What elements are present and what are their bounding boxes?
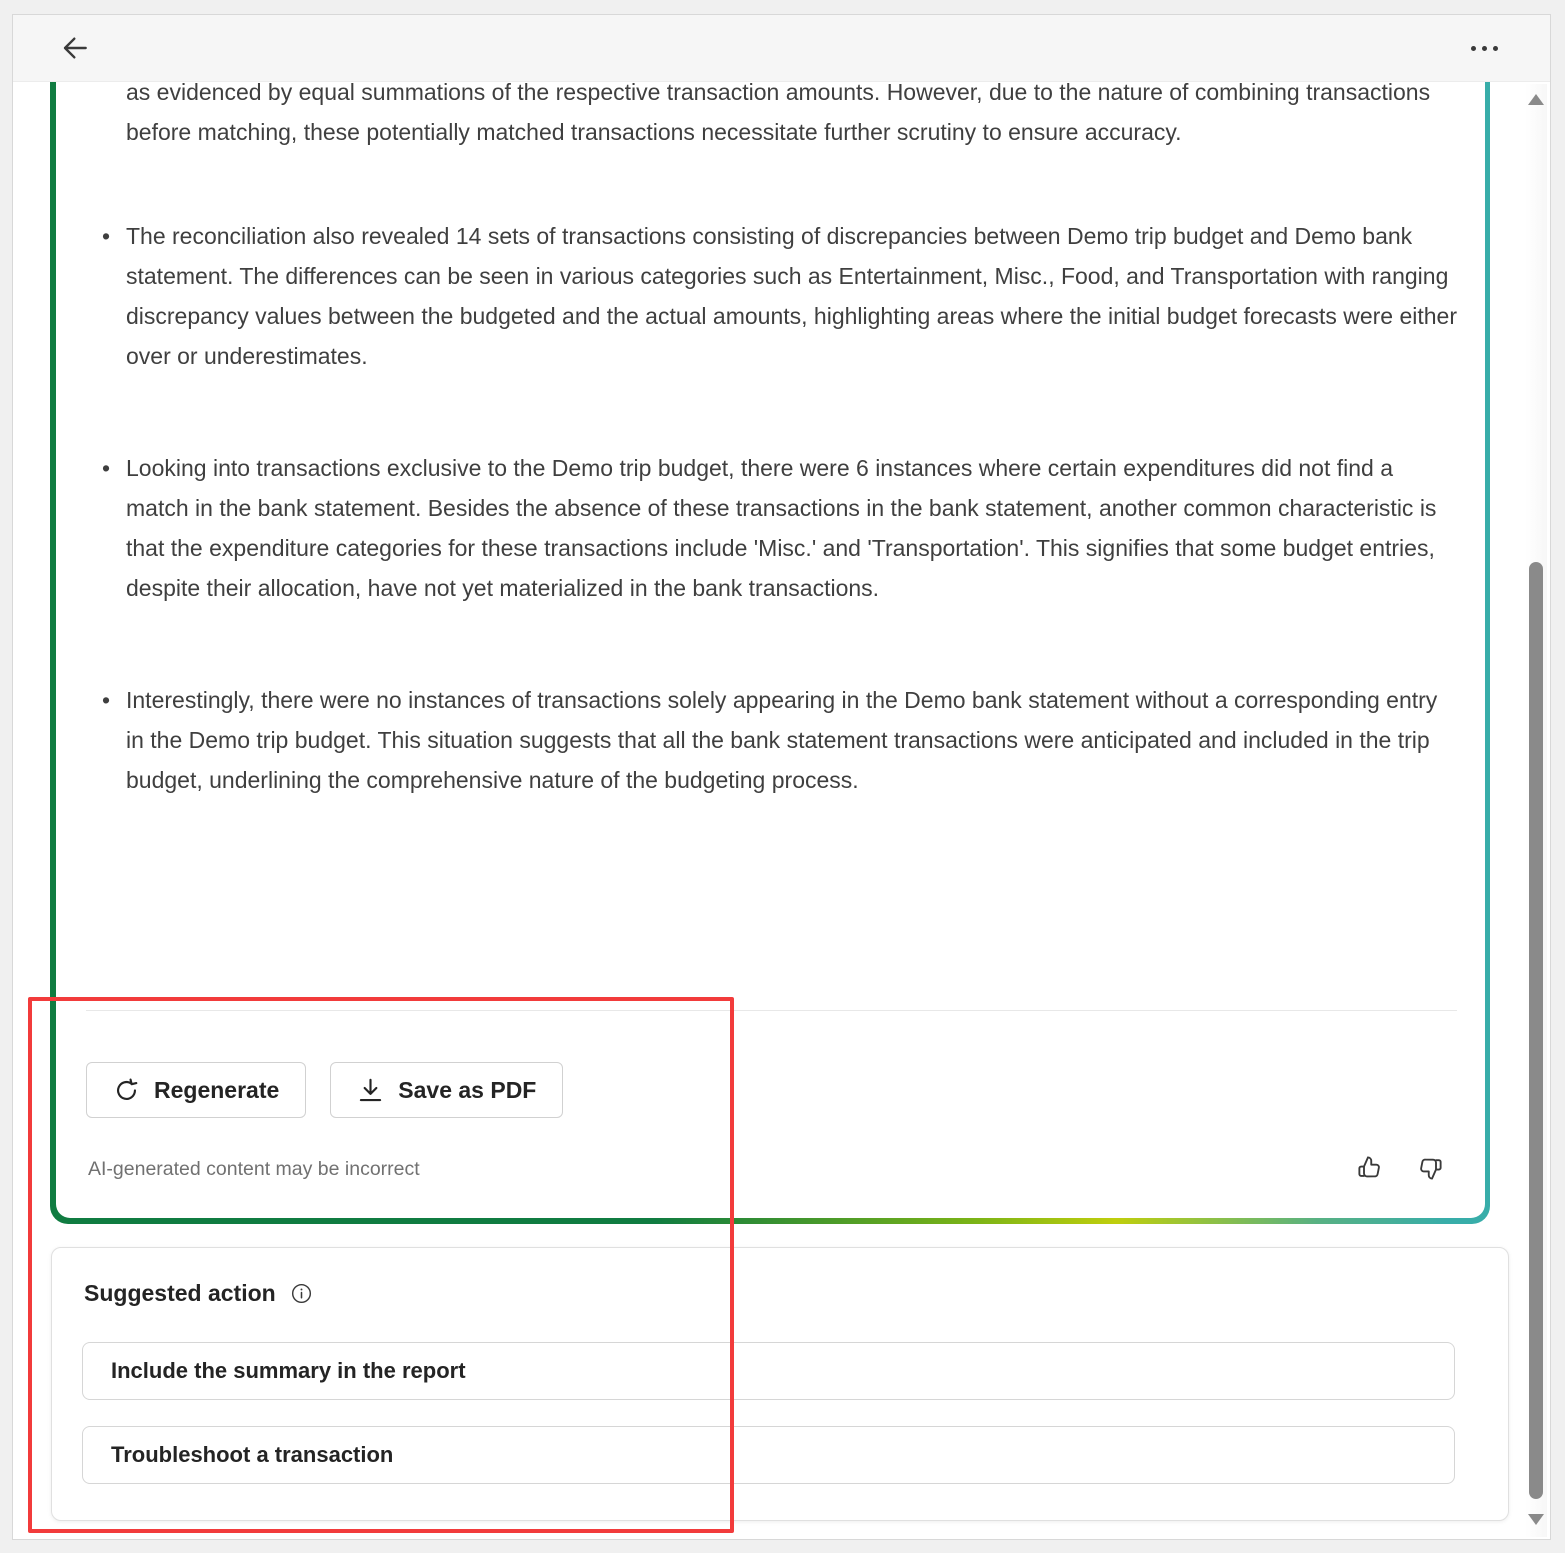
arrow-left-icon — [59, 32, 91, 64]
thumbs-up-button[interactable] — [1354, 1152, 1386, 1184]
more-options-button[interactable] — [1464, 28, 1504, 68]
suggestion-list — [82, 1342, 1455, 1484]
refresh-icon — [113, 1077, 140, 1104]
suggested-action-title: Suggested action — [84, 1280, 276, 1306]
suggested-action-header — [84, 1280, 313, 1307]
summary-paragraph: • Interestingly, there were no instances of transactions solely appearing in the Demo bank statement without a corresponding entry in the Demo trip budget. This situation suggests that all the bank statement transactions were anticipated and included in the trip budget, underlining the comprehensive nature of the budgeting process. — [126, 680, 1461, 800]
thumbs-up-icon — [1355, 1153, 1385, 1183]
scroll-down-arrow-icon[interactable] — [1528, 1514, 1544, 1525]
download-icon — [357, 1077, 384, 1104]
vertical-scrollbar[interactable] — [1525, 84, 1547, 1537]
info-icon[interactable] — [290, 1282, 313, 1305]
regenerate-label: Regenerate — [154, 1076, 280, 1103]
suggestion-button-1[interactable]: Include the summary in the report — [82, 1342, 1455, 1400]
feedback-controls — [1354, 1152, 1446, 1184]
app-window — [12, 14, 1551, 1540]
save-as-pdf-label: Save as PDF — [398, 1076, 537, 1103]
thumbs-down-icon — [1415, 1153, 1445, 1183]
top-bar — [13, 15, 1550, 82]
summary-paragraph: • The reconciliation also revealed 14 sets of transactions consisting of discrepancies between Demo trip budget and Demo bank statement. The differences can be seen in various categories such as Entertainment, Misc., Food, and Transportation with ranging discrepancy values between the budgeted and the actual amounts, highlighting areas where the initial budget forecasts were either over or underestimates. — [126, 216, 1461, 376]
ai-message-card — [50, 82, 1490, 1224]
ai-disclaimer: AI-generated content may be incorrect — [88, 1158, 420, 1180]
scroll-up-arrow-icon[interactable] — [1528, 94, 1544, 105]
more-horizontal-icon — [1471, 46, 1498, 51]
ai-message-body — [56, 82, 1485, 1218]
regenerate-button[interactable] — [86, 1062, 306, 1118]
save-as-pdf-button[interactable] — [330, 1062, 563, 1118]
back-button[interactable] — [55, 28, 95, 68]
message-footer-divider — [86, 1010, 1457, 1011]
thumbs-down-button[interactable] — [1414, 1152, 1446, 1184]
scrollbar-thumb[interactable] — [1529, 562, 1543, 1499]
suggested-action-card — [51, 1247, 1509, 1521]
summary-paragraph: • Looking into transactions exclusive to the Demo trip budget, there were 6 instances where certain expenditures did not find a match in the bank statement. Besides the absence of these transactions in the bank statement, another common characteristic is that the expenditure categories for these transactions include 'Misc.' and 'Transportation'. This signifies that some budget entries, despite their allocation, have not yet materialized in the bank transactions. — [126, 448, 1461, 608]
chat-content-area — [13, 82, 1550, 1539]
message-actions — [86, 1062, 563, 1118]
summary-paragraph: as evidenced by equal summations of the respective transaction amounts. However, due to the nature of combining transactions before matching, these potentially matched transactions necessitate further scrutiny to ensure accuracy. — [126, 82, 1431, 145]
summary-list — [126, 82, 1461, 872]
suggestion-button-2[interactable]: Troubleshoot a transaction — [82, 1426, 1455, 1484]
